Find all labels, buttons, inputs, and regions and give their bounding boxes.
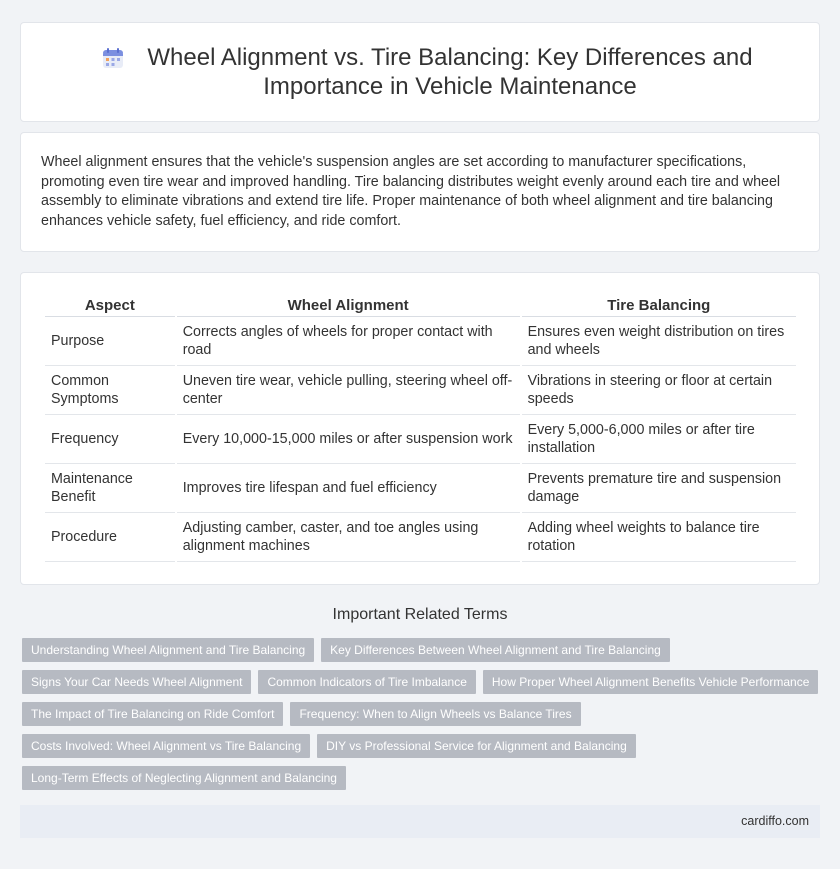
related-term-tag[interactable]: How Proper Wheel Alignment Benefits Vehicle Performance <box>483 670 819 694</box>
table-header-row <box>45 293 796 317</box>
comparison-table <box>43 293 798 562</box>
related-terms-list <box>22 638 822 790</box>
row-aspect: Common Symptoms <box>45 366 175 415</box>
related-term-tag[interactable]: Key Differences Between Wheel Alignment and Tire Balancing <box>321 638 670 662</box>
table-row <box>45 366 796 415</box>
intro-paragraph: Wheel alignment ensures that the vehicle's suspension angles are set according to manufacturer specifications, promoting even tire wear and improved handling. Tire balancing distributes weight evenly around each tire and wheel assembly to eliminate vibrations and extend tire life. Proper maintenance of both wheel alignment and tire balancing enhances vehicle safety, fuel efficiency, and ride comfort. <box>41 154 781 229</box>
related-term-tag[interactable]: Common Indicators of Tire Imbalance <box>258 670 475 694</box>
header-card <box>20 22 820 122</box>
related-term-tag[interactable]: Signs Your Car Needs Wheel Alignment <box>22 670 251 694</box>
row-wheel-alignment: Adjusting camber, caster, and toe angles using alignment machines <box>177 513 520 562</box>
intro-card <box>20 132 820 252</box>
row-tire-balancing: Adding wheel weights to balance tire rotation <box>522 513 796 562</box>
row-aspect: Maintenance Benefit <box>45 464 175 513</box>
related-term-tag[interactable]: DIY vs Professional Service for Alignment and Balancing <box>317 734 636 758</box>
table-row <box>45 464 796 513</box>
table-row <box>45 415 796 464</box>
related-term-tag[interactable]: The Impact of Tire Balancing on Ride Comfort <box>22 702 283 726</box>
row-tire-balancing: Vibrations in steering or floor at certain speeds <box>522 366 796 415</box>
row-aspect: Procedure <box>45 513 175 562</box>
row-tire-balancing: Prevents premature tire and suspension damage <box>522 464 796 513</box>
footer-site-link[interactable]: cardiffo.com <box>741 814 809 828</box>
row-wheel-alignment: Corrects angles of wheels for proper contact with road <box>177 317 520 366</box>
table-row <box>45 317 796 366</box>
row-tire-balancing: Every 5,000-6,000 miles or after tire installation <box>522 415 796 464</box>
related-term-tag[interactable]: Long-Term Effects of Neglecting Alignment and Balancing <box>22 766 346 790</box>
row-aspect: Frequency <box>45 415 175 464</box>
row-tire-balancing: Ensures even weight distribution on tires and wheels <box>522 317 796 366</box>
row-aspect: Purpose <box>45 317 175 366</box>
comparison-card <box>20 272 820 585</box>
header-wheel-alignment: Wheel Alignment <box>177 293 520 317</box>
row-wheel-alignment: Improves tire lifespan and fuel efficiency <box>177 464 520 513</box>
related-term-tag[interactable]: Costs Involved: Wheel Alignment vs Tire Balancing <box>22 734 310 758</box>
related-term-tag[interactable]: Frequency: When to Align Wheels vs Balance Tires <box>290 702 580 726</box>
row-wheel-alignment: Every 10,000-15,000 miles or after suspension work <box>177 415 520 464</box>
header-tire-balancing: Tire Balancing <box>522 293 796 317</box>
footer <box>20 805 820 838</box>
header-aspect: Aspect <box>45 293 175 317</box>
row-wheel-alignment: Uneven tire wear, vehicle pulling, steering wheel off-center <box>177 366 520 415</box>
related-term-tag[interactable]: Understanding Wheel Alignment and Tire Balancing <box>22 638 314 662</box>
page-title: Wheel Alignment vs. Tire Balancing: Key Differences and Importance in Vehicle Maintenance <box>147 44 753 100</box>
related-terms-title: Important Related Terms <box>332 606 508 623</box>
table-row <box>45 513 796 562</box>
